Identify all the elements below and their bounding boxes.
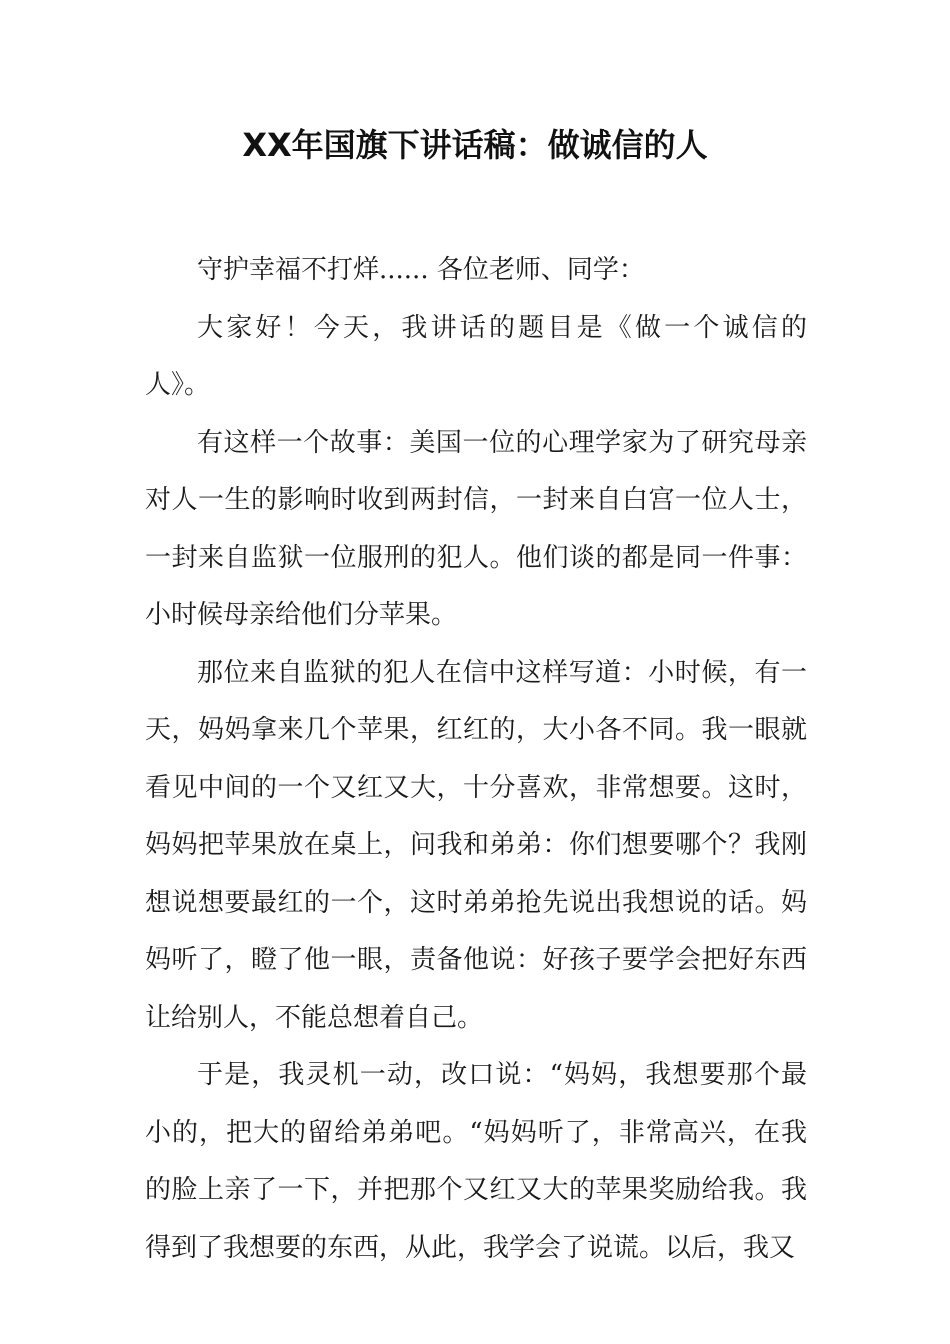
paragraph-lie-learned: 于是，我灵机一动，改口说：“妈妈，我想要那个最小的，把大的留给弟弟吧。“妈妈听了，非常高兴，在我的脸上亲了一下，并把那个又红又大的苹果奖励给我。我得到了我想要的东西，从此，我学会了说谎。以后，我又 [145,1060,807,1263]
document-title: XX年国旗下讲话稿：做诚信的人 [242,126,708,164]
paragraph-prisoner-letter: 那位来自监狱的犯人在信中这样写道：小时候，有一天，妈妈拿来几个苹果，红红的，大小各不同。我一眼就看见中间的一个又红又大，十分喜欢，非常想要。这时，妈妈把苹果放在桌上，问我和弟弟：你们想要哪个？我刚想说想要最红的一个，这时弟弟抢先说出我想说的话。妈妈听了，瞪了他一眼，责备他说：好孩子要学会把好东西让给别人，不能总想着自己。 [145,657,807,1033]
document-body [145,242,807,1277]
paragraph-greeting: 守护幸福不打烊...... 各位老师、同学： [197,255,645,285]
paragraph-topic: 大家好！今天，我讲话的题目是《做一个诚信的人》。 [145,312,807,400]
paragraph-story-intro: 有这样一个故事：美国一位的心理学家为了研究母亲对人一生的影响时收到两封信，一封来自白宫一位人士，一封来自监狱一位服刑的犯人。他们谈的都是同一件事：小时候母亲给他们分苹果。 [145,427,807,630]
